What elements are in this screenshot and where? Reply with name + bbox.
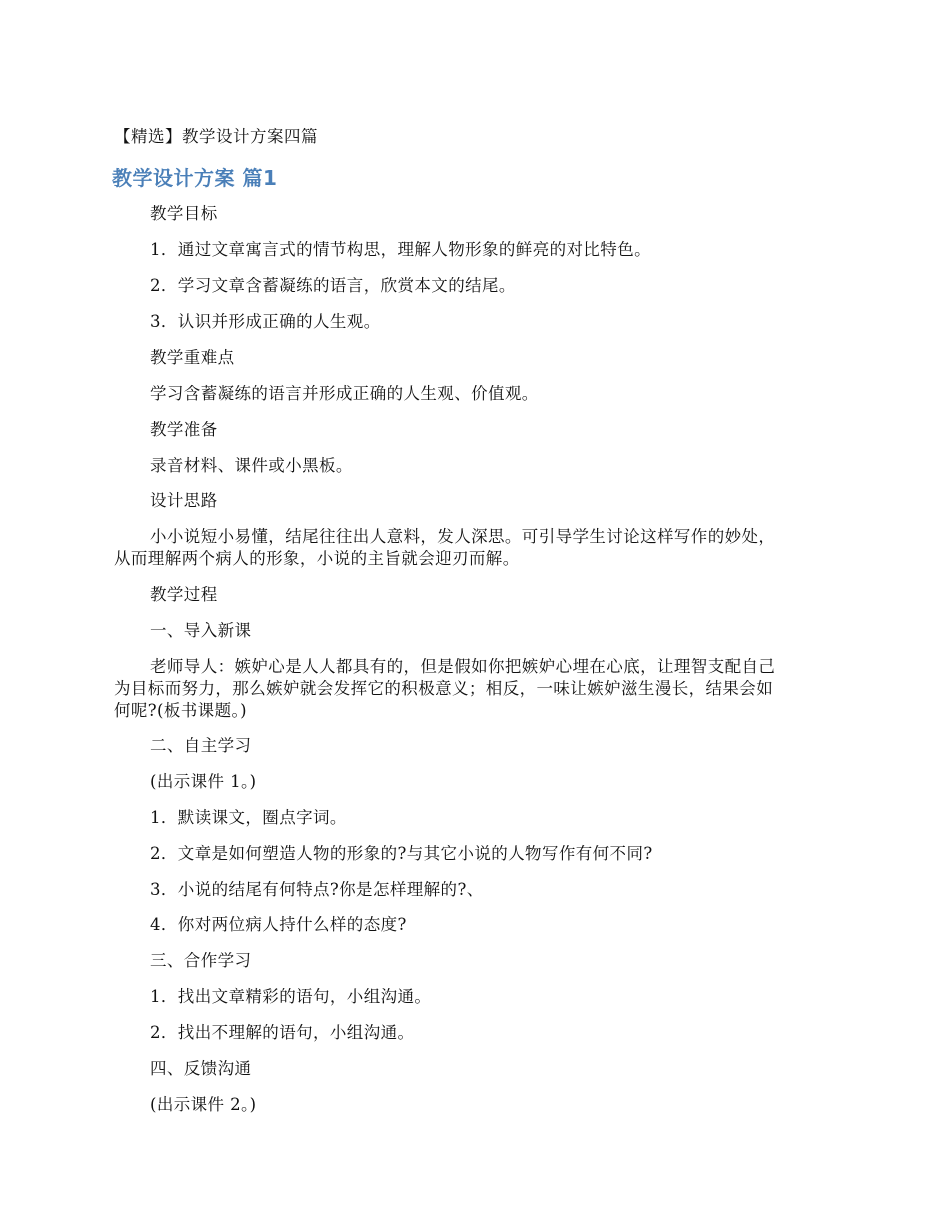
text-line-coop-1: 1．找出文章精彩的语句，小组沟通。 bbox=[150, 987, 432, 1006]
text-line-goal-3: 3．认识并形成正确的人生观。 bbox=[150, 312, 381, 331]
text-line-goal-1: 1．通过文章寓言式的情节构思，理解人物形象的鲜亮的对比特色。 bbox=[150, 240, 651, 259]
text-line-feedback-heading: 四、反馈沟通 bbox=[150, 1059, 252, 1078]
text-line-coop-2: 2．找出不理解的语句，小组沟通。 bbox=[150, 1023, 415, 1042]
paragraph-line: 何呢?(板书课题。) bbox=[114, 701, 247, 720]
document-title: 【精选】教学设计方案四篇 bbox=[114, 127, 318, 146]
paragraph-design-idea bbox=[114, 526, 844, 570]
text-line-cooperative-heading: 三、合作学习 bbox=[150, 951, 252, 970]
paragraph-line: 从而理解两个病人的形象，小说的主旨就会迎刃而解。 bbox=[114, 549, 520, 568]
text-line-key-points: 学习含蓄凝练的语言并形成正确的人生观、价值观。 bbox=[150, 384, 539, 403]
text-line-step-1: 1．默读课文，圈点字词。 bbox=[150, 808, 347, 827]
paragraph-line: 为目标而努力，那么嫉妒就会发挥它的积极意义；相反，一味让嫉妒滋生漫长，结果会如 bbox=[114, 679, 774, 698]
paragraph-teacher-intro bbox=[114, 656, 844, 722]
text-line-goal-2: 2．学习文章含蓄凝练的语言，欣赏本文的结尾。 bbox=[150, 276, 516, 295]
text-line-key-points-heading: 教学重难点 bbox=[150, 348, 235, 367]
text-line-step-3: 3．小说的结尾有何特点?你是怎样理解的?、 bbox=[150, 880, 484, 899]
paragraph-line: 老师导人：嫉妒心是人人都具有的，但是假如你把嫉妒心埋在心底，让理智支配自己 bbox=[150, 657, 776, 676]
text-line-step-4: 4．你对两位病人持什么样的态度? bbox=[150, 915, 407, 934]
text-line-self-study-heading: 二、自主学习 bbox=[150, 736, 252, 755]
text-line-courseware-2: (出示课件 2。) bbox=[150, 1095, 257, 1114]
text-line-courseware-1: (出示课件 1。) bbox=[150, 772, 257, 791]
text-line-design-heading: 设计思路 bbox=[150, 491, 218, 510]
text-line-step-2: 2．文章是如何塑造人物的形象的?与其它小说的人物写作有何不同? bbox=[150, 844, 653, 863]
text-line-intro-heading: 一、导入新课 bbox=[150, 621, 252, 640]
paragraph-line: 小小说短小易懂，结尾往往出人意料，发人深思。可引导学生讨论这样写作的妙处， bbox=[150, 527, 776, 546]
text-line-process-heading: 教学过程 bbox=[150, 585, 218, 604]
text-line-preparation: 录音材料、课件或小黑板。 bbox=[150, 456, 353, 475]
text-line-preparation-heading: 教学准备 bbox=[150, 420, 218, 439]
text-line-teaching-goals: 教学目标 bbox=[150, 204, 218, 223]
section-heading: 教学设计方案 篇1 bbox=[112, 166, 278, 190]
